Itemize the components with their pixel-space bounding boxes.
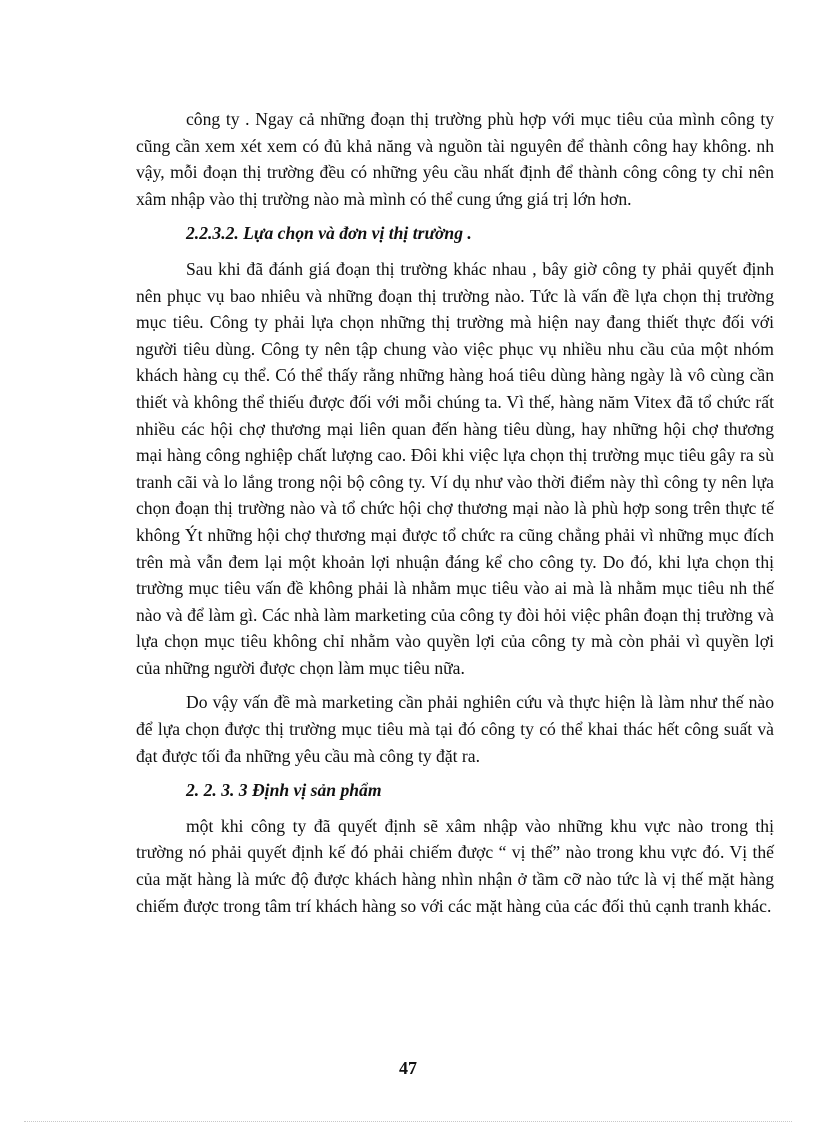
footer-divider	[24, 1121, 792, 1122]
paragraph-positioning: một khi công ty đã quyết định sẽ xâm nhập vào những khu vực nào trong thị trường nó phải quyết định kế đó phải chiếm được “ vị thế” nào trong khu vực đó. Vị thế của mặt hàng là mức độ được khách hàng nhìn nhận ở tầm cỡ nào tức là vị thế mặt hàng chiếm được trong tâm trí khách hàng so với các mặt hàng của các đối thủ cạnh tranh khác.	[136, 815, 774, 916]
page-number: 47	[399, 1058, 417, 1078]
paragraph-intro: công ty . Ngay cả những đoạn thị trường phù hợp với mục tiêu của mình công ty cũng cần xem xét xem có đủ khả năng và nguồn tài nguyên để thành công hay không. nh vậy, mỗi đoạn thị trường đều có những yêu cầu nhất định để thành công công ty chỉ nên xâm nhập vào thị trường nào mà mình có thể cung ứng giá trị lớn hơn.	[136, 109, 774, 209]
page-content	[136, 106, 774, 927]
section-heading-2-2-3-3: 2. 2. 3. 3 Định vị sản phẩm	[186, 780, 382, 801]
paragraph-target-market: Sau khi đã đánh giá đoạn thị trường khác nhau , bây giờ công ty phải quyết định nên phục vụ bao nhiêu và những đoạn thị trường nào. Tức là vấn đề lựa chọn thị trường mục tiêu. Công ty phải lựa chọn những thị trường mà hiện nay đang thiết thực đối với người tiêu dùng. Công ty nên tập chung vào việc phục vụ nhiều nhu cầu của một nhóm khách hàng cụ thể. Có thể thấy rằng những hàng hoá tiêu dùng hàng ngày là vô cùng cần thiết và không thể thiếu được đối với mỗi chúng ta. Vì thế, hàng năm Vitex đã tổ chức rất nhiều các hội chợ thương mại liên quan đến hàng tiêu dùng, hay những hội chợ thương mại hàng công nghiệp chất lượng cao. Đôi khi việc lựa chọn thị trường mục tiêu gây ra sù tranh cãi và lo lắng trong nội bộ công ty. Ví dụ như vào thời điểm này thì công ty nên lựa chọn đoạn thị trường nào và tổ chức hội chợ thương mại nào là phù hợp song trên thực tế không Ýt những hội chợ thương mại được tổ chức ra cũng chẳng phải vì những mục đích trên mà vẫn đem lại một khoản lợi nhuận đáng kể cho công ty. Do đó, khi lựa chọn thị trường mục tiêu vấn đề không phải là nhằm mục tiêu vào ai mà là nhằm mục tiêu nh thế nào và để làm gì. Các nhà làm marketing của công ty đòi hỏi việc phân đoạn thị trường và lựa chọn mục tiêu không chỉ nhằm vào quyền lợi của công ty mà còn phải vì quyền lợi của những người được chọn làm mục tiêu nữa.	[136, 258, 774, 678]
paragraph-marketing-research: Do vậy vấn đề mà marketing cần phải nghiên cứu và thực hiện là làm như thế nào để lựa chọn được thị trường mục tiêu mà tại đó công ty có thể khai thác hết công suất và đạt được tối đa những yêu cầu mà công ty đặt ra.	[136, 692, 774, 766]
section-heading-2-2-3-2: 2.2.3.2. Lựa chọn và đơn vị thị trường .	[186, 223, 472, 244]
